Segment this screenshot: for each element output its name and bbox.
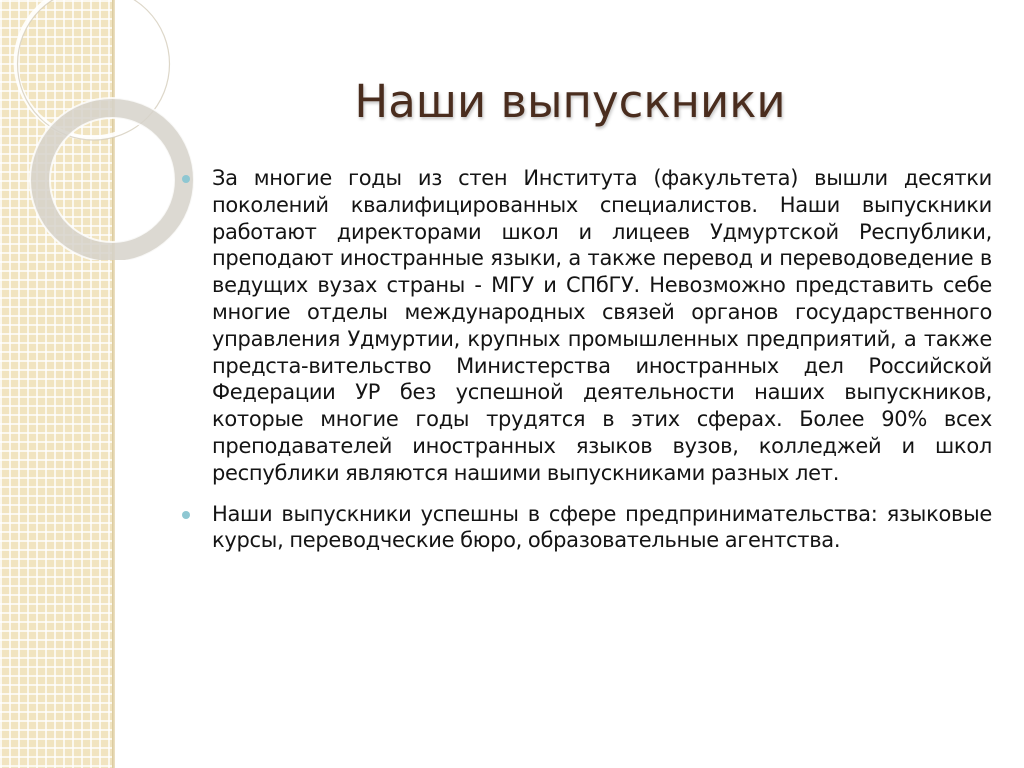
bullet-text: Наши выпускники успешны в сфере предпринимательства: языковые курсы, переводческие бюро, образовательные агентства. bbox=[212, 501, 992, 553]
bullet-list bbox=[180, 165, 992, 568]
list-item bbox=[180, 165, 992, 487]
list-item bbox=[180, 501, 992, 555]
bullet-text: За многие годы из стен Института (факультета) вышли десятки поколений квалифицированных специалистов. Наши выпускники работают директорами школ и лицеев Удмуртской Республики, преподают иностранные языки, а также перевод и переводоведение в ведущих вузах страны - МГУ и СПбГУ. Невозможно представить себе многие отделы международных связей органов государственного управления Удмуртии, крупных промышленных предприятий, а также предста-вительство Министерства иностранных дел Российской Федерации УР без успешной деятельности наших выпускников, которые многие годы трудятся в этих сферах. Более 90% всех преподавателей иностранных языков вузов, колледжей и школ республики являются нашими выпускниками разных лет. bbox=[212, 166, 992, 485]
bullet-dot-icon bbox=[182, 511, 190, 519]
bullet-dot-icon bbox=[182, 175, 190, 183]
decorative-rings-icon bbox=[0, 0, 200, 260]
slide-title: Наши выпускники bbox=[354, 75, 786, 128]
